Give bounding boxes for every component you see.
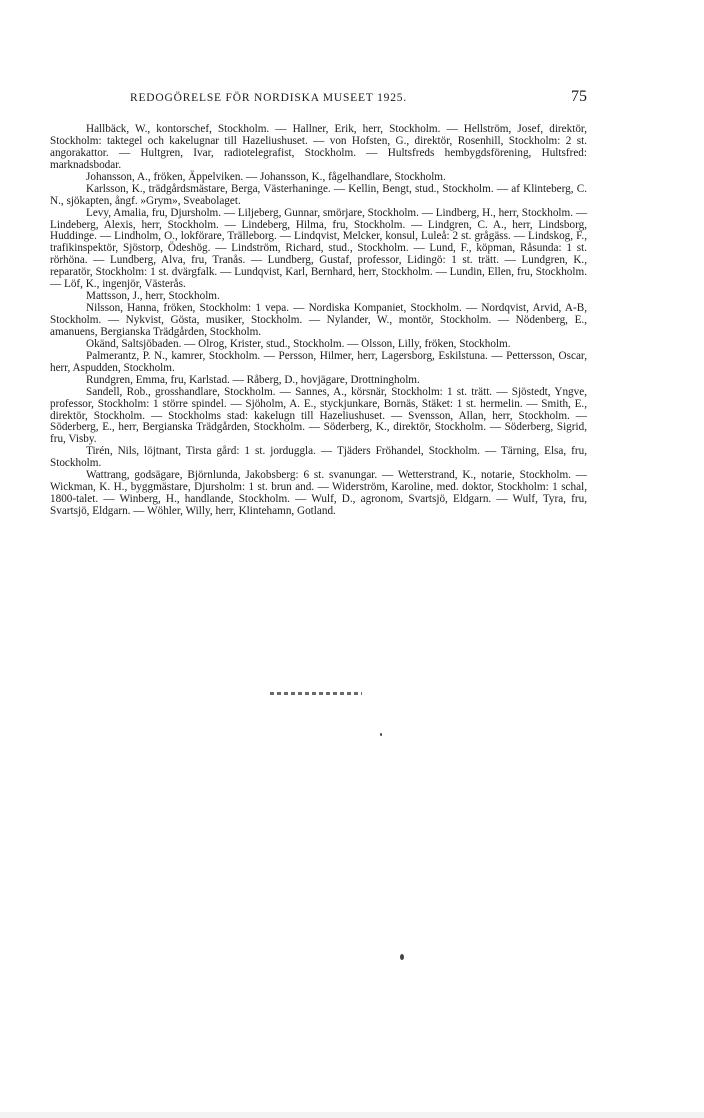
paragraph-r: Rundgren, Emma, fru, Karlstad. — Råberg, D., hovjägare, Drottningholm. <box>86 373 420 386</box>
paragraph-s: Sandell, Rob., grosshandlare, Stockholm. — Sannes, A., körsnär, Stockholm: 1 st. trätt. — Sjöstedt, Yngve, professor, Stockholm: 1 större spindel. — Sjöholm, A. E., styckjunkare, Bornäs, Stäket: 1 st. hermelin. — Smith, E., direktör, Stockholm. — Stockholms stad: kakelugn till Hazeliushuset. — Svensson, Allan, herr, Stockholm. — Söderberg, E., herr, Bergianska Trädgården, Stockholm. — Söderberg, K., direktör, Stockholm. — Söderberg, Sigrid, fru, Visby. <box>50 385 587 446</box>
ink-speck <box>380 733 382 736</box>
donor-list <box>50 124 587 518</box>
paragraph-n: Nilsson, Hanna, fröken, Stockholm: 1 vepa. — Nordiska Kompaniet, Stockholm. — Nordqvist, Arvid, A-B, Stockholm. — Nykvist, Gösta, musiker, Stockholm. — Nylander, W., montör, Stockholm. — Nödenberg, E., amanuens, Bergianska Trädgården, Stockholm. <box>50 302 587 338</box>
end-ornament-rule <box>270 692 362 695</box>
paragraph-t: Tirén, Nils, löjtnant, Tirsta gård: 1 st. jordugglа. — Tjäders Fröhandel, Stockholm. — Tärning, Elsa, fru, Stockholm. <box>50 445 587 470</box>
running-header: REDOGÖRELSE FÖR NORDISKA MUSEET 1925. <box>130 92 407 104</box>
paragraph-p: Palmerantz, P. N., kamrer, Stockholm. — Persson, Hilmer, herr, Lagersborg, Eskilstuna. — Pettersson, Oscar, herr, Aspudden, Stockholm. <box>50 349 587 374</box>
paragraph-k: Karlsson, K., trädgårdsmästare, Berga, Västerhaninge. — Kellin, Bengt, stud., Stockholm. — af Klinteberg, C. N., sjökapten, ångf. »Grym», Sveabolaget. <box>50 182 587 207</box>
paragraph-l: Levy, Amalia, fru, Djursholm. — Liljeberg, Gunnar, smörjare, Stockholm. — Lindberg, H., herr, Stockholm. — Lindeberg, Alexis, herr, Stockholm. — Lindeberg, Hilma, fru, Stockholm. — Lindgren, C. A., herr, Lindsborg, Huddinge. — Lindholm, O., lokförare, Trälleborg. — Lindqvist, Melcker, konsul, Luleå: 2 st. grågäss. — Lindskog, F., trafikinspektör, Sjöstorp, Ödeshög. — Lindström, Richard, stud., Stockholm. — Lund, F., köpman, Råsunda: 1 st. rörhöna. — Lundberg, Alva, fru, Tranås. — Lundberg, Gustaf, professor, Lidingö: 1 st. trätt. — Lundgren, K., reparatör, Stockholm: 1 st. dvärgfalk. — Lundqvist, Karl, Bernhard, herr, Stockholm. — Lundin, Ellen, fru, Stockholm. — Löf, K., ingenjör, Västerås. <box>50 206 588 291</box>
page-bottom-edge <box>0 1112 704 1118</box>
paragraph-w: Wattrang, godsägare, Björnlunda, Jakobsberg: 6 st. svanungar. — Wetterstrand, K., notarie, Stockholm. — Wickman, K. H., byggmästare, Djursholm: 1 st. brun and. — Widerström, Karoline, med. doktor, Stockholm: 1 schal, 1800-talet. — Winberg, H., handlande, Stockholm. — Wulf, D., agronom, Svartsjö, Eldgarn. — Wulf, Tyra, fru, Svartsjö, Eldgarn. — Wöhler, Willy, herr, Klintehamn, Gotland. <box>50 469 587 517</box>
ink-speck <box>400 954 404 960</box>
paragraph-h: Hallbäck, W., kontorschef, Stockholm. — Hallner, Erik, herr, Stockholm. — Hellström, Josef, direktör, Stockholm: taktegel och kakelugnar till Hazeliushuset. — von Hofsten, G., direktör, Rosenhill, Stockholm: 2 st. angorakattor. — Hultgren, Ivar, radiotelegrafist, Stockholm. — Hultsfreds hembygdsförening, Hultsfred: marknadsbodar. <box>50 123 587 171</box>
page-number: 75 <box>571 88 587 105</box>
paragraph-j: Johansson, A., fröken, Äppelviken. — Johansson, K., fågelhandlare, Stockholm. <box>86 170 446 183</box>
paragraph-o: Okänd, Saltsjöbaden. — Olrog, Krister, stud., Stockholm. — Olsson, Lilly, fröken, Stockholm. <box>86 337 511 350</box>
paragraph-m: Mattsson, J., herr, Stockholm. <box>86 290 220 303</box>
